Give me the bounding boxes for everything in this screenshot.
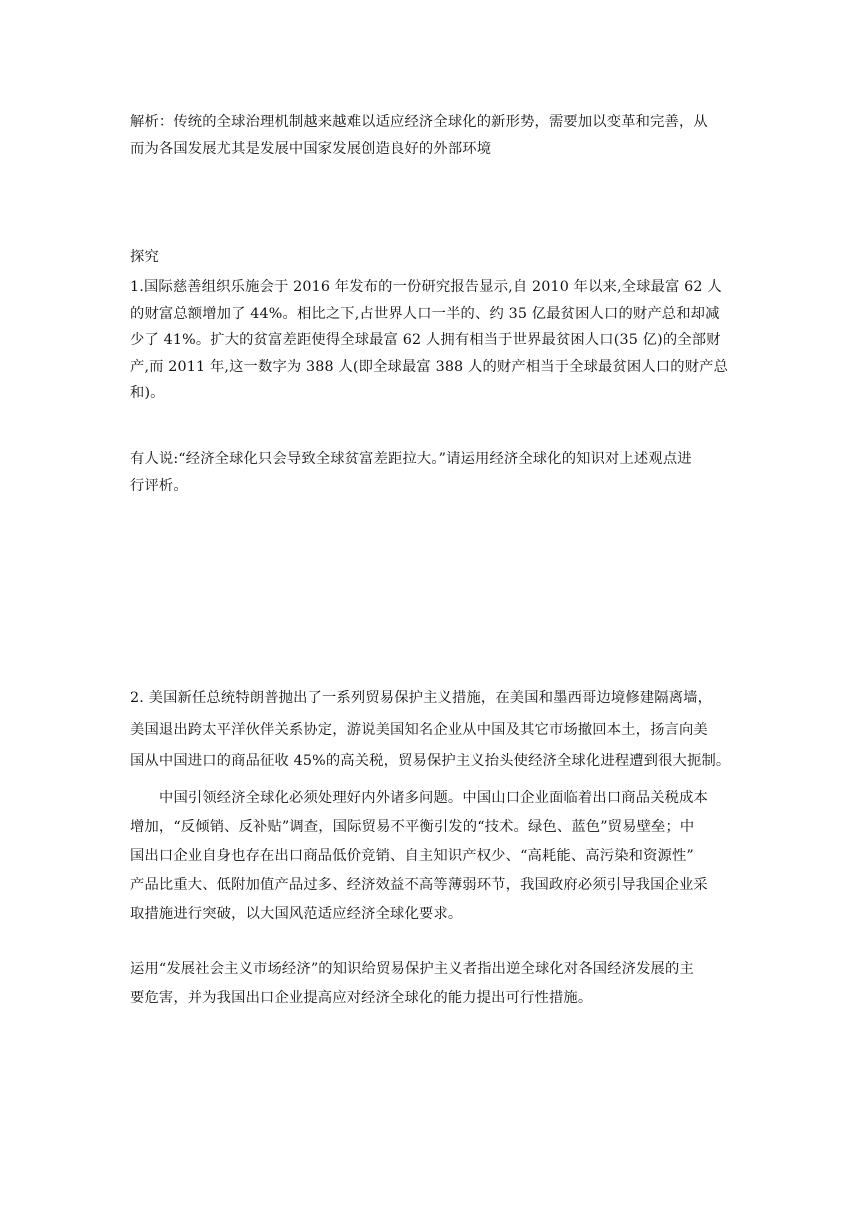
question-1-prompt-line: 行评析。	[130, 477, 188, 494]
question-2-context	[130, 784, 742, 929]
analysis-line: 解析：传统的全球治理机制越来越难以适应经济全球化的新形势，需要加以变革和完善，从	[130, 114, 708, 130]
question-1-line: 产,而 2011 年,这一数字为 388 人(即全球最富 388 人的财产相当于全球最贫困人口的财产总	[130, 358, 729, 375]
question-2-prompt	[130, 955, 742, 1013]
question-2-context-line: 国出口企业自身也存在出口商品低价竞销、自主知识产权少、“高耗能、高污染和资源性”	[130, 848, 694, 864]
question-2-line: 国从中国进口的商品征收 45%的高关税，贸易保护主义抬头使经济全球化进程遭到很大扼制。	[130, 753, 731, 769]
question-1-line: 的财富总额增加了 44%。相比之下,占世界人口一半的、约 35 亿最贫困人口的财产总和却减	[130, 305, 720, 322]
question-1-line: 少了 41%。扩大的贫富差距使得全球最富 62 人拥有相当于世界最贫困人口(35 亿)的全部财	[130, 332, 721, 348]
question-2-context-line: 增加，“反倾销、反补贴”调查，国际贸易不平衡引发的“技术。绿色、蓝色”贸易壁垒；中	[130, 819, 695, 835]
question-2-prompt-line: 要危害，并为我国出口企业提高应对经济全球化的能力提出可行性措施。	[130, 990, 593, 1006]
analysis-line: 而为各国发展尤其是发展中国家发展创造良好的外部环境	[130, 140, 492, 157]
question-1-paragraph	[130, 274, 742, 407]
question-1-prompt-line: 有人说:“经济全球化只会导致全球贫富差距拉大。”请运用经济全球化的知识对上述观点进	[130, 451, 692, 467]
analysis-paragraph	[130, 109, 742, 162]
question-1-prompt	[130, 446, 742, 499]
question-1-line: 1.国际慈善组织乐施会于 2016 年发布的一份研究报告显示,自 2010 年以来,全球最富 62 人	[130, 279, 722, 295]
question-2-prompt-line: 运用“发展社会主义市场经济”的知识给贸易保护主义者指出逆全球化对各国经济发展的主	[130, 961, 694, 977]
question-2-context-line: 产品比重大、低附加值产品过多、经济效益不高等薄弱环节，我国政府必须引导我国企业采	[130, 877, 708, 893]
explore-heading	[130, 244, 742, 271]
question-2-context-line: 中国引领经济全球化必须处理好内外诸多问题。中国山口企业面临着出口商品关税成本	[159, 790, 708, 806]
section-heading: 探究	[130, 249, 159, 265]
question-2-paragraph	[130, 683, 742, 778]
question-2-line: 美国退出跨太平洋伙伴关系协定，游说美国知名企业从中国及其它市场撤回本土，扬言向美	[130, 721, 708, 738]
question-1-line: 和)。	[130, 385, 165, 401]
question-2-line: 2. 美国新任总统特朗普抛出了一系列贸易保护主义措施，在美国和墨西哥边境修建隔离墙，	[130, 690, 713, 706]
question-2-context-line: 取措施进行突破，以大国风范适应经济全球化要求。	[130, 906, 463, 922]
